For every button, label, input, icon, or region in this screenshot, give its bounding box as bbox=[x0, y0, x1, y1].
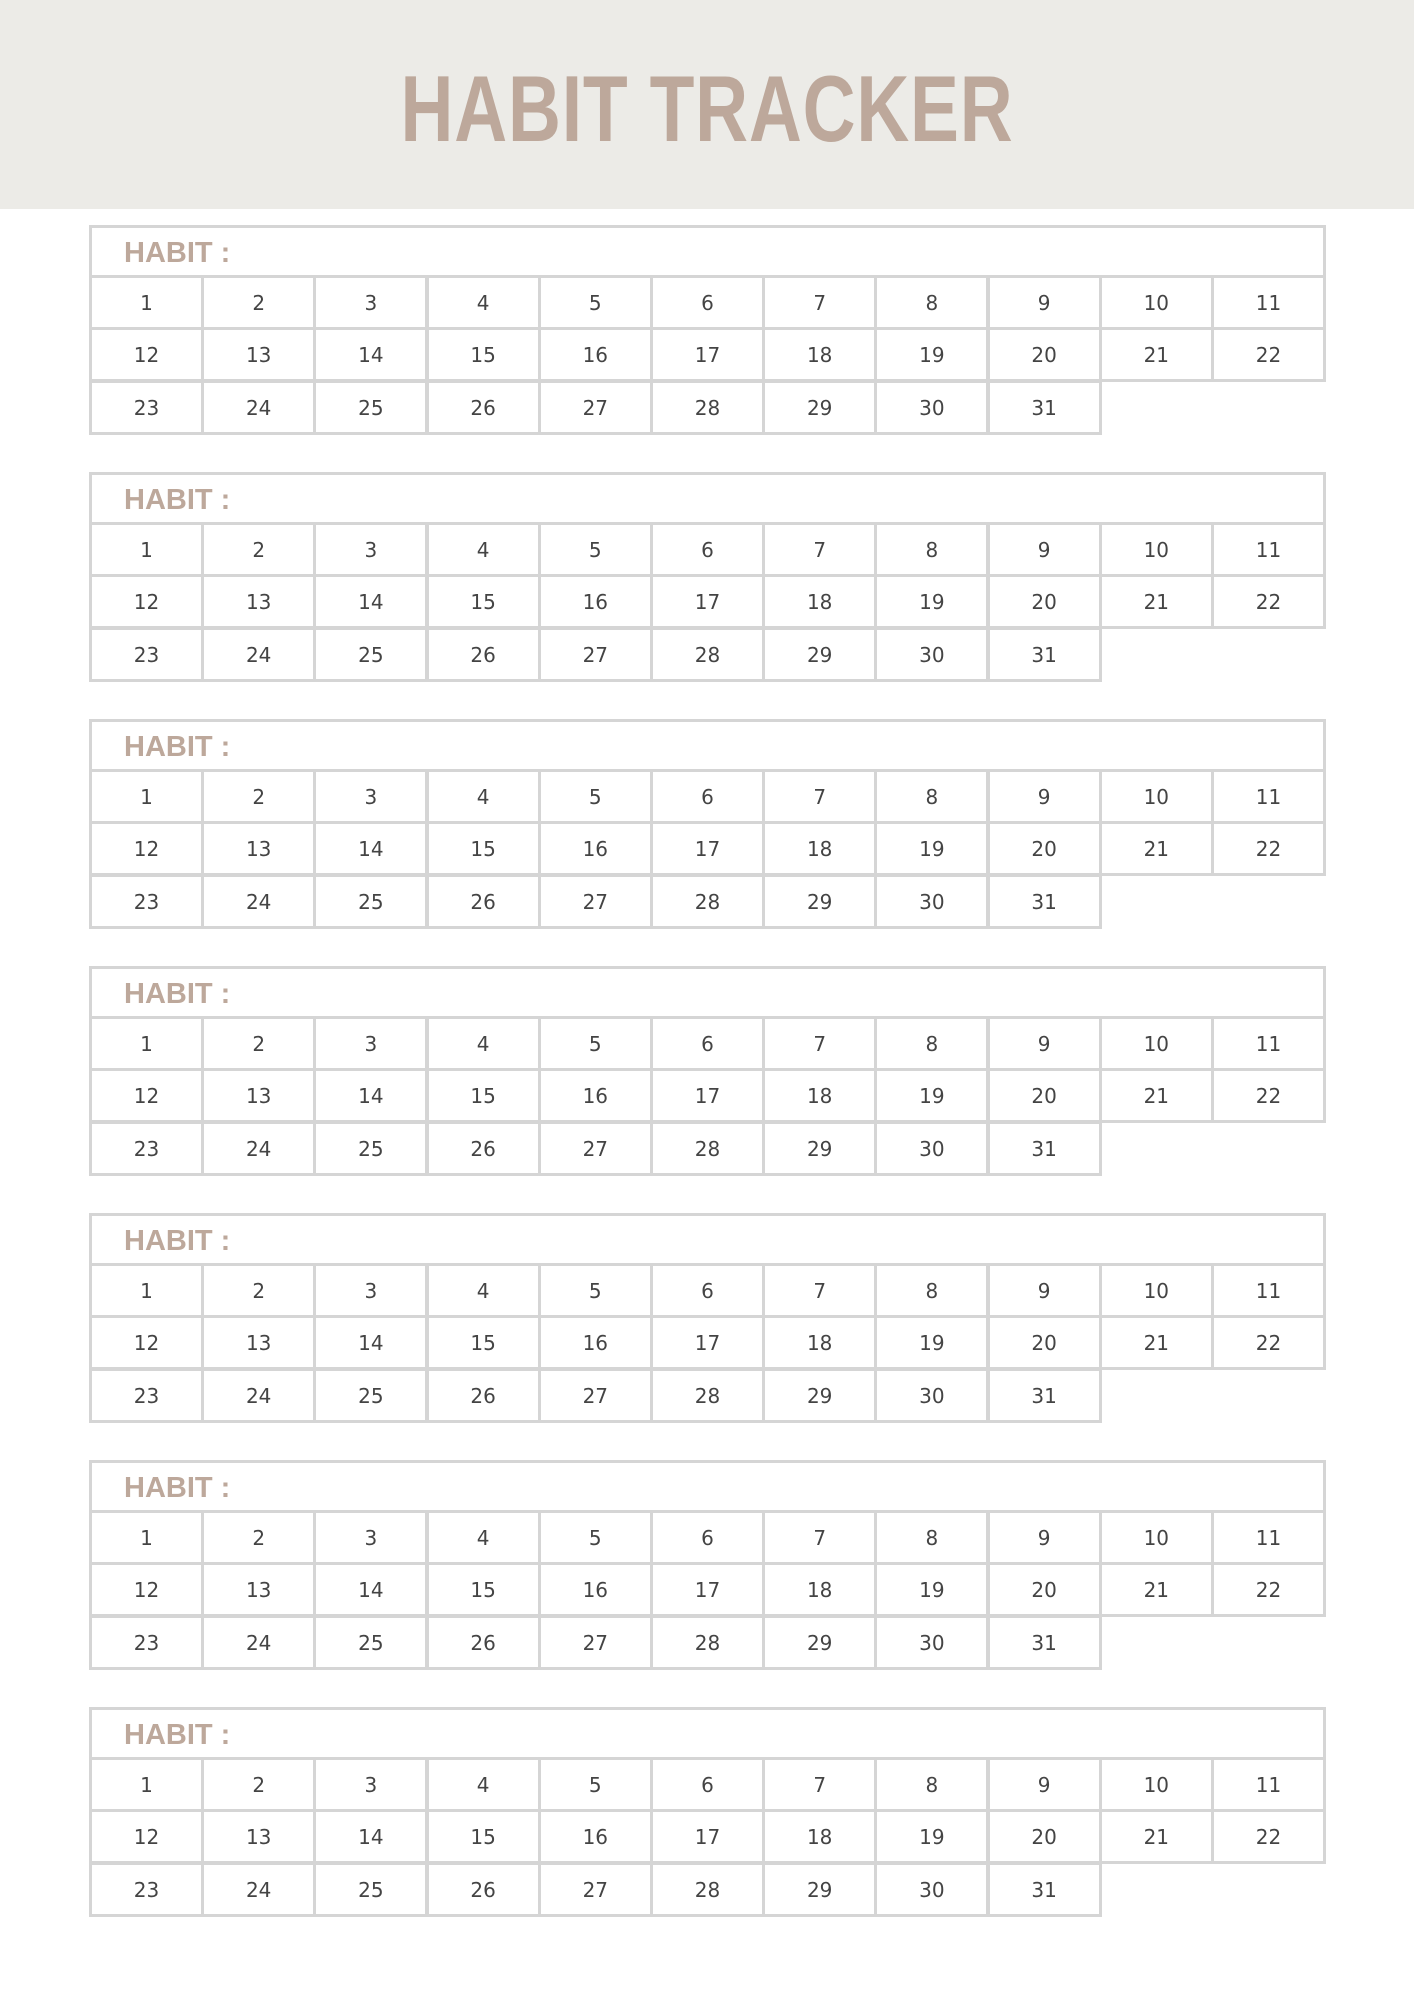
day-cell[interactable]: 27 bbox=[538, 627, 653, 682]
habit-label: HABIT : bbox=[124, 731, 231, 763]
day-cell[interactable]: 16 bbox=[538, 1068, 653, 1123]
day-cell[interactable]: 7 bbox=[762, 1016, 877, 1071]
habit-block bbox=[89, 225, 1326, 437]
day-cell[interactable]: 4 bbox=[426, 769, 541, 824]
day-cell[interactable]: 8 bbox=[874, 1757, 989, 1812]
day-cell[interactable]: 18 bbox=[762, 1068, 877, 1123]
day-cell[interactable]: 11 bbox=[1211, 1757, 1326, 1812]
day-cell[interactable]: 12 bbox=[89, 821, 204, 876]
day-cell[interactable]: 5 bbox=[538, 1263, 653, 1318]
day-cell[interactable]: 29 bbox=[762, 1121, 877, 1176]
day-cell[interactable]: 8 bbox=[874, 1510, 989, 1565]
habit-name-field[interactable] bbox=[89, 472, 1326, 525]
habit-name-field[interactable] bbox=[89, 1707, 1326, 1760]
day-cell[interactable]: 14 bbox=[313, 574, 428, 629]
day-cell[interactable]: 25 bbox=[313, 380, 428, 435]
day-cell[interactable]: 5 bbox=[538, 275, 653, 330]
day-cell[interactable]: 5 bbox=[538, 522, 653, 577]
day-cell[interactable]: 4 bbox=[426, 1263, 541, 1318]
day-cell[interactable]: 26 bbox=[426, 1615, 541, 1670]
day-cell[interactable]: 13 bbox=[201, 1562, 316, 1617]
day-cell[interactable]: 19 bbox=[874, 327, 989, 382]
day-cell[interactable]: 13 bbox=[201, 821, 316, 876]
day-cell[interactable]: 28 bbox=[650, 1368, 765, 1423]
day-cell[interactable]: 17 bbox=[650, 574, 765, 629]
habit-block bbox=[89, 1460, 1326, 1672]
day-cell[interactable]: 31 bbox=[987, 627, 1102, 682]
day-cell[interactable]: 23 bbox=[89, 1368, 204, 1423]
day-cell[interactable]: 24 bbox=[201, 627, 316, 682]
day-cell[interactable]: 7 bbox=[762, 1757, 877, 1812]
day-cell[interactable]: 6 bbox=[650, 769, 765, 824]
day-cell[interactable]: 25 bbox=[313, 1368, 428, 1423]
day-cell[interactable]: 5 bbox=[538, 1510, 653, 1565]
day-cell[interactable]: 28 bbox=[650, 874, 765, 929]
day-cell[interactable]: 22 bbox=[1211, 574, 1326, 629]
day-cell[interactable]: 29 bbox=[762, 627, 877, 682]
day-cell[interactable]: 24 bbox=[201, 1121, 316, 1176]
habit-label: HABIT : bbox=[124, 484, 231, 516]
day-cell[interactable]: 2 bbox=[201, 1510, 316, 1565]
day-cell[interactable]: 11 bbox=[1211, 1510, 1326, 1565]
day-cell[interactable]: 27 bbox=[538, 1615, 653, 1670]
day-cell[interactable]: 23 bbox=[89, 380, 204, 435]
day-cell[interactable]: 26 bbox=[426, 627, 541, 682]
habit-block bbox=[89, 966, 1326, 1178]
day-cell[interactable]: 20 bbox=[987, 574, 1102, 629]
day-cell[interactable]: 19 bbox=[874, 574, 989, 629]
day-cell[interactable]: 9 bbox=[987, 769, 1102, 824]
day-cell[interactable]: 21 bbox=[1099, 1068, 1214, 1123]
day-cell[interactable]: 12 bbox=[89, 574, 204, 629]
day-cell[interactable]: 12 bbox=[89, 1809, 204, 1864]
day-cell[interactable]: 3 bbox=[313, 769, 428, 824]
day-cell[interactable]: 15 bbox=[426, 1315, 541, 1370]
day-cell[interactable]: 4 bbox=[426, 1016, 541, 1071]
day-cell[interactable]: 15 bbox=[426, 1068, 541, 1123]
day-cell[interactable]: 3 bbox=[313, 522, 428, 577]
day-cell[interactable]: 26 bbox=[426, 1368, 541, 1423]
habit-name-field[interactable] bbox=[89, 225, 1326, 278]
day-cell[interactable]: 1 bbox=[89, 1757, 204, 1812]
day-cell[interactable]: 21 bbox=[1099, 1809, 1214, 1864]
day-cell[interactable]: 9 bbox=[987, 522, 1102, 577]
habit-block bbox=[89, 472, 1326, 684]
day-cell[interactable]: 20 bbox=[987, 327, 1102, 382]
day-cell[interactable]: 27 bbox=[538, 380, 653, 435]
day-cell[interactable]: 13 bbox=[201, 1315, 316, 1370]
day-cell[interactable]: 15 bbox=[426, 1809, 541, 1864]
day-cell[interactable]: 17 bbox=[650, 1068, 765, 1123]
habit-label: HABIT : bbox=[124, 1719, 231, 1751]
day-cell[interactable]: 6 bbox=[650, 522, 765, 577]
day-cell[interactable]: 19 bbox=[874, 821, 989, 876]
day-cell[interactable]: 20 bbox=[987, 1315, 1102, 1370]
day-cell[interactable]: 1 bbox=[89, 1263, 204, 1318]
day-cell[interactable]: 4 bbox=[426, 1757, 541, 1812]
day-cell[interactable]: 2 bbox=[201, 275, 316, 330]
day-cell[interactable]: 10 bbox=[1099, 1263, 1214, 1318]
day-cell[interactable]: 20 bbox=[987, 821, 1102, 876]
day-cell[interactable]: 29 bbox=[762, 380, 877, 435]
day-cell[interactable]: 31 bbox=[987, 1615, 1102, 1670]
day-cell[interactable]: 15 bbox=[426, 574, 541, 629]
day-cell[interactable]: 19 bbox=[874, 1562, 989, 1617]
day-cell[interactable]: 2 bbox=[201, 522, 316, 577]
day-cell[interactable]: 26 bbox=[426, 380, 541, 435]
day-cell[interactable]: 8 bbox=[874, 275, 989, 330]
habit-block bbox=[89, 1707, 1326, 1919]
day-cell[interactable]: 7 bbox=[762, 769, 877, 824]
day-cell[interactable]: 28 bbox=[650, 380, 765, 435]
day-cell[interactable]: 30 bbox=[874, 627, 989, 682]
day-cell[interactable]: 22 bbox=[1211, 327, 1326, 382]
day-cell[interactable]: 30 bbox=[874, 1368, 989, 1423]
day-cell[interactable]: 28 bbox=[650, 1615, 765, 1670]
day-cell[interactable]: 22 bbox=[1211, 1809, 1326, 1864]
day-cell[interactable]: 12 bbox=[89, 1562, 204, 1617]
day-cell[interactable]: 9 bbox=[987, 1757, 1102, 1812]
day-cell[interactable]: 11 bbox=[1211, 1263, 1326, 1318]
day-cell[interactable]: 8 bbox=[874, 1263, 989, 1318]
day-cell[interactable]: 31 bbox=[987, 874, 1102, 929]
day-cell[interactable]: 22 bbox=[1211, 1562, 1326, 1617]
day-cell[interactable]: 22 bbox=[1211, 1068, 1326, 1123]
day-cell[interactable]: 23 bbox=[89, 1615, 204, 1670]
day-cell[interactable]: 24 bbox=[201, 380, 316, 435]
habit-label: HABIT : bbox=[124, 1225, 231, 1257]
day-cell[interactable]: 6 bbox=[650, 1757, 765, 1812]
day-cell[interactable]: 6 bbox=[650, 275, 765, 330]
day-cell[interactable]: 18 bbox=[762, 1562, 877, 1617]
day-cell[interactable]: 25 bbox=[313, 627, 428, 682]
day-cell[interactable]: 25 bbox=[313, 874, 428, 929]
day-cell[interactable]: 31 bbox=[987, 1368, 1102, 1423]
day-cell[interactable]: 31 bbox=[987, 1862, 1102, 1917]
day-cell[interactable]: 30 bbox=[874, 874, 989, 929]
day-cell[interactable]: 15 bbox=[426, 821, 541, 876]
day-cell[interactable]: 24 bbox=[201, 1615, 316, 1670]
day-cell[interactable]: 20 bbox=[987, 1809, 1102, 1864]
day-cell[interactable]: 19 bbox=[874, 1068, 989, 1123]
day-cell[interactable]: 23 bbox=[89, 627, 204, 682]
day-cell[interactable]: 10 bbox=[1099, 1016, 1214, 1071]
day-cell[interactable]: 17 bbox=[650, 1562, 765, 1617]
day-cell[interactable]: 6 bbox=[650, 1263, 765, 1318]
day-cell[interactable]: 21 bbox=[1099, 327, 1214, 382]
day-cell[interactable]: 26 bbox=[426, 1121, 541, 1176]
day-cell[interactable]: 2 bbox=[201, 1263, 316, 1318]
day-cell[interactable]: 5 bbox=[538, 1757, 653, 1812]
day-cell[interactable]: 14 bbox=[313, 1315, 428, 1370]
habit-label: HABIT : bbox=[124, 237, 231, 269]
day-cell[interactable]: 25 bbox=[313, 1121, 428, 1176]
habit-block bbox=[89, 719, 1326, 931]
day-cell[interactable]: 28 bbox=[650, 1862, 765, 1917]
day-cell[interactable]: 8 bbox=[874, 1016, 989, 1071]
habit-name-field[interactable] bbox=[89, 966, 1326, 1019]
day-cell[interactable]: 18 bbox=[762, 574, 877, 629]
day-cell[interactable]: 21 bbox=[1099, 574, 1214, 629]
day-cell[interactable]: 3 bbox=[313, 275, 428, 330]
day-cell[interactable]: 2 bbox=[201, 769, 316, 824]
day-cell[interactable]: 31 bbox=[987, 1121, 1102, 1176]
day-cell[interactable]: 24 bbox=[201, 1862, 316, 1917]
day-cell[interactable]: 16 bbox=[538, 327, 653, 382]
habit-label: HABIT : bbox=[124, 978, 231, 1010]
day-cell[interactable]: 10 bbox=[1099, 1510, 1214, 1565]
day-cell[interactable]: 28 bbox=[650, 627, 765, 682]
day-cell[interactable]: 18 bbox=[762, 327, 877, 382]
day-cell[interactable]: 16 bbox=[538, 574, 653, 629]
day-cell[interactable]: 9 bbox=[987, 1016, 1102, 1071]
day-cell[interactable]: 6 bbox=[650, 1016, 765, 1071]
habit-label: HABIT : bbox=[124, 1472, 231, 1504]
day-cell[interactable]: 1 bbox=[89, 275, 204, 330]
day-cell[interactable]: 30 bbox=[874, 1862, 989, 1917]
day-cell[interactable]: 12 bbox=[89, 327, 204, 382]
day-cell[interactable]: 7 bbox=[762, 1510, 877, 1565]
day-cell[interactable]: 13 bbox=[201, 327, 316, 382]
day-cell[interactable]: 11 bbox=[1211, 522, 1326, 577]
day-cell[interactable]: 13 bbox=[201, 574, 316, 629]
day-cell[interactable]: 20 bbox=[987, 1068, 1102, 1123]
day-cell[interactable]: 27 bbox=[538, 1862, 653, 1917]
day-cell[interactable]: 26 bbox=[426, 874, 541, 929]
day-cell[interactable]: 9 bbox=[987, 1263, 1102, 1318]
day-cell[interactable]: 8 bbox=[874, 522, 989, 577]
day-cell[interactable]: 25 bbox=[313, 1862, 428, 1917]
day-cell[interactable]: 7 bbox=[762, 1263, 877, 1318]
day-cell[interactable]: 3 bbox=[313, 1263, 428, 1318]
day-cell[interactable]: 9 bbox=[987, 275, 1102, 330]
habit-name-field[interactable] bbox=[89, 719, 1326, 772]
day-cell[interactable]: 16 bbox=[538, 1809, 653, 1864]
day-cell[interactable]: 6 bbox=[650, 1510, 765, 1565]
day-cell[interactable]: 27 bbox=[538, 874, 653, 929]
day-cell[interactable]: 14 bbox=[313, 327, 428, 382]
day-cell[interactable]: 16 bbox=[538, 1562, 653, 1617]
day-cell[interactable]: 22 bbox=[1211, 1315, 1326, 1370]
day-cell[interactable]: 5 bbox=[538, 1016, 653, 1071]
day-cell[interactable]: 14 bbox=[313, 1809, 428, 1864]
habit-block bbox=[89, 1213, 1326, 1425]
day-cell[interactable]: 19 bbox=[874, 1809, 989, 1864]
day-cell[interactable]: 8 bbox=[874, 769, 989, 824]
day-cell[interactable]: 30 bbox=[874, 1121, 989, 1176]
day-cell[interactable]: 23 bbox=[89, 1862, 204, 1917]
day-cell[interactable]: 4 bbox=[426, 275, 541, 330]
day-cell[interactable]: 21 bbox=[1099, 1562, 1214, 1617]
day-cell[interactable]: 21 bbox=[1099, 1315, 1214, 1370]
day-cell[interactable]: 7 bbox=[762, 275, 877, 330]
day-cell[interactable]: 14 bbox=[313, 821, 428, 876]
day-cell[interactable]: 3 bbox=[313, 1757, 428, 1812]
day-cell[interactable]: 18 bbox=[762, 821, 877, 876]
day-cell[interactable]: 1 bbox=[89, 522, 204, 577]
day-cell[interactable]: 1 bbox=[89, 769, 204, 824]
day-cell[interactable]: 22 bbox=[1211, 821, 1326, 876]
day-cell[interactable]: 17 bbox=[650, 1315, 765, 1370]
day-cell[interactable]: 16 bbox=[538, 821, 653, 876]
day-cell[interactable]: 13 bbox=[201, 1809, 316, 1864]
day-cell[interactable]: 10 bbox=[1099, 522, 1214, 577]
day-cell[interactable]: 1 bbox=[89, 1016, 204, 1071]
day-cell[interactable]: 5 bbox=[538, 769, 653, 824]
day-cell[interactable]: 4 bbox=[426, 522, 541, 577]
day-cell[interactable]: 11 bbox=[1211, 769, 1326, 824]
day-cell[interactable]: 30 bbox=[874, 380, 989, 435]
day-cell[interactable]: 29 bbox=[762, 874, 877, 929]
day-cell[interactable]: 2 bbox=[201, 1757, 316, 1812]
page-title: HABIT TRACKER bbox=[400, 55, 1014, 161]
day-cell[interactable]: 7 bbox=[762, 522, 877, 577]
day-cell[interactable]: 14 bbox=[313, 1562, 428, 1617]
day-cell[interactable]: 17 bbox=[650, 821, 765, 876]
day-cell[interactable]: 17 bbox=[650, 327, 765, 382]
day-cell[interactable]: 29 bbox=[762, 1615, 877, 1670]
day-cell[interactable]: 15 bbox=[426, 327, 541, 382]
day-cell[interactable]: 12 bbox=[89, 1315, 204, 1370]
day-cell[interactable]: 21 bbox=[1099, 821, 1214, 876]
day-cell[interactable]: 26 bbox=[426, 1862, 541, 1917]
day-cell[interactable]: 10 bbox=[1099, 1757, 1214, 1812]
habit-name-field[interactable] bbox=[89, 1213, 1326, 1266]
day-cell[interactable]: 17 bbox=[650, 1809, 765, 1864]
day-cell[interactable]: 19 bbox=[874, 1315, 989, 1370]
day-cell[interactable]: 29 bbox=[762, 1368, 877, 1423]
day-cell[interactable]: 10 bbox=[1099, 275, 1214, 330]
day-cell[interactable]: 13 bbox=[201, 1068, 316, 1123]
day-cell[interactable]: 23 bbox=[89, 874, 204, 929]
day-cell[interactable]: 12 bbox=[89, 1068, 204, 1123]
day-cell[interactable]: 15 bbox=[426, 1562, 541, 1617]
habit-name-field[interactable] bbox=[89, 1460, 1326, 1513]
day-cell[interactable]: 20 bbox=[987, 1562, 1102, 1617]
day-cell[interactable]: 24 bbox=[201, 874, 316, 929]
day-cell[interactable]: 31 bbox=[987, 380, 1102, 435]
day-cell[interactable]: 23 bbox=[89, 1121, 204, 1176]
day-cell[interactable]: 3 bbox=[313, 1016, 428, 1071]
day-cell[interactable]: 25 bbox=[313, 1615, 428, 1670]
day-cell[interactable]: 28 bbox=[650, 1121, 765, 1176]
day-cell[interactable]: 27 bbox=[538, 1121, 653, 1176]
day-cell[interactable]: 9 bbox=[987, 1510, 1102, 1565]
day-cell[interactable]: 29 bbox=[762, 1862, 877, 1917]
day-cell[interactable]: 16 bbox=[538, 1315, 653, 1370]
day-cell[interactable]: 3 bbox=[313, 1510, 428, 1565]
day-cell[interactable]: 24 bbox=[201, 1368, 316, 1423]
day-cell[interactable]: 1 bbox=[89, 1510, 204, 1565]
day-cell[interactable]: 30 bbox=[874, 1615, 989, 1670]
day-cell[interactable]: 10 bbox=[1099, 769, 1214, 824]
day-cell[interactable]: 11 bbox=[1211, 275, 1326, 330]
day-cell[interactable]: 27 bbox=[538, 1368, 653, 1423]
day-cell[interactable]: 18 bbox=[762, 1809, 877, 1864]
day-cell[interactable]: 11 bbox=[1211, 1016, 1326, 1071]
day-cell[interactable]: 18 bbox=[762, 1315, 877, 1370]
day-cell[interactable]: 14 bbox=[313, 1068, 428, 1123]
day-cell[interactable]: 4 bbox=[426, 1510, 541, 1565]
day-cell[interactable]: 2 bbox=[201, 1016, 316, 1071]
